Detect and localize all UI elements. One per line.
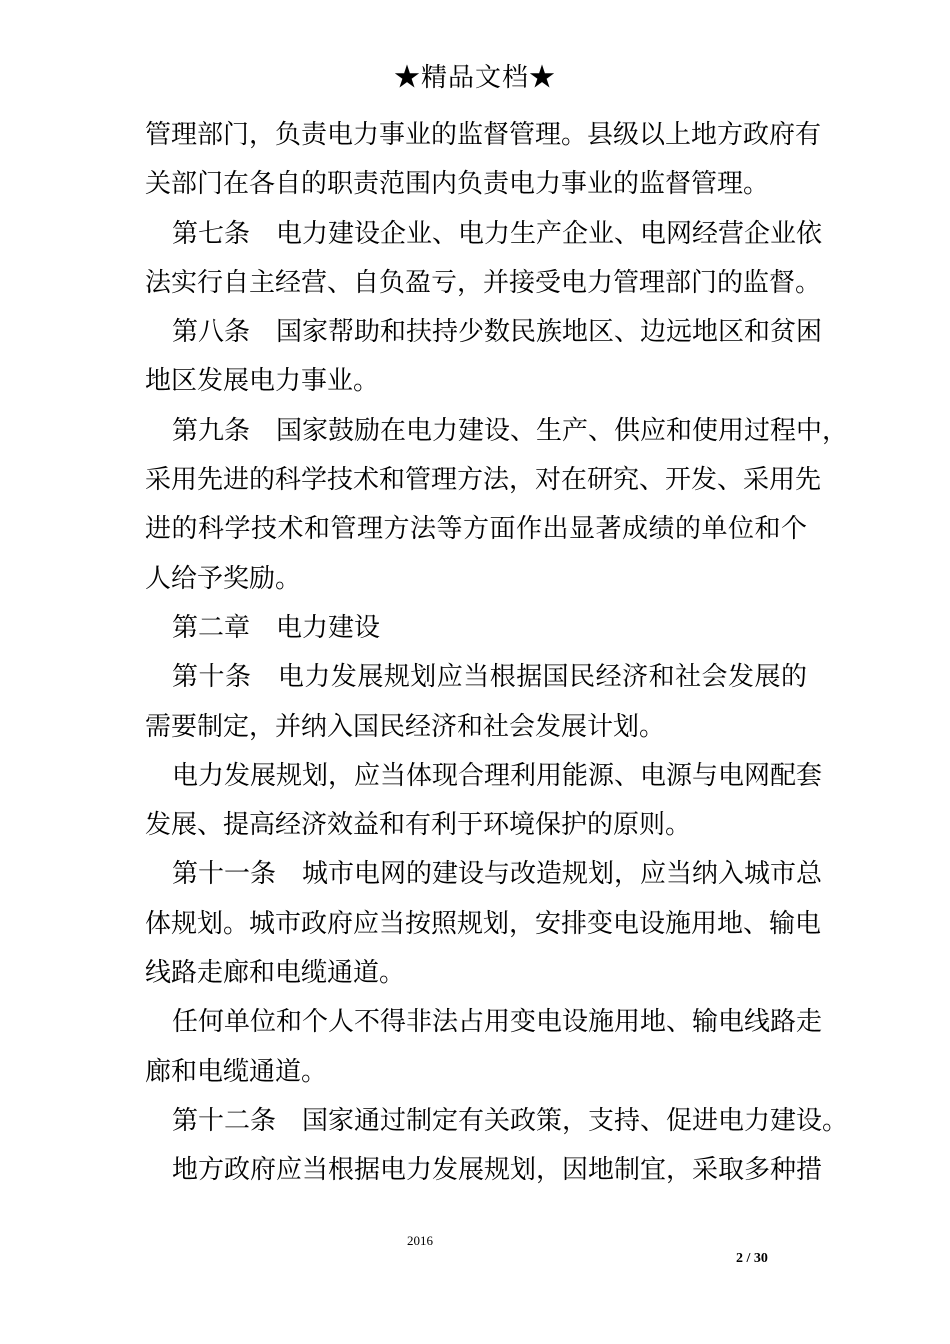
body-line: 电力发展规划，应当体现合理利用能源、电源与电网配套 [172,760,823,791]
body-line: 第七条 电力建设企业、电力生产企业、电网经营企业依 [172,218,823,249]
chapter-heading: 第二章 电力建设 [172,612,381,643]
body-line: 法实行自主经营、自负盈亏，并接受电力管理部门的监督。 [145,267,822,298]
body-line: 体规划。城市政府应当按照规划，安排变电设施用地、输电 [145,908,822,939]
body-line: 管理部门，负责电力事业的监督管理。县级以上地方政府有 [145,120,822,150]
body-line: 第十条 电力发展规划应当根据国民经济和社会发展的 [172,662,807,693]
body-line: 第十二条 国家通过制定有关政策，支持、促进电力建设。 [172,1105,849,1136]
page-number: 2 / 30 [736,1251,768,1266]
body-line: 地方政府应当根据电力发展规划，因地制宜，采取多种措 [172,1155,823,1186]
body-line: 任何单位和个人不得非法占用变电设施用地、输电线路走 [172,1007,823,1038]
body-line: 人给予奖励。 [145,563,302,594]
body-line: 需要制定，并纳入国民经济和社会发展计划。 [145,711,666,742]
body-line: 进的科学技术和管理方法等方面作出显著成绩的单位和个 [145,514,807,545]
body-line: 地区发展电力事业。 [145,366,380,397]
body-line: 第九条 国家鼓励在电力建设、生产、供应和使用过程中， [172,415,849,446]
body-line: 廊和电缆通道。 [145,1056,328,1087]
body-line: 采用先进的科学技术和管理方法，对在研究、开发、采用先 [145,465,822,496]
document-body [145,111,849,1196]
footer-year: 2016 [407,1233,433,1248]
body-line: 发展、提高经济效益和有利于环境保护的原则。 [145,810,692,841]
body-line: 关部门在各自的职责范围内负责电力事业的监督管理。 [145,169,770,200]
body-line: 第八条 国家帮助和扶持少数民族地区、边远地区和贫困 [172,317,823,348]
document-header-title: ★精品文档★ [393,63,556,93]
body-line: 第十一条 城市电网的建设与改造规划，应当纳入城市总 [172,859,823,890]
body-line: 线路走廊和电缆通道。 [145,958,406,989]
